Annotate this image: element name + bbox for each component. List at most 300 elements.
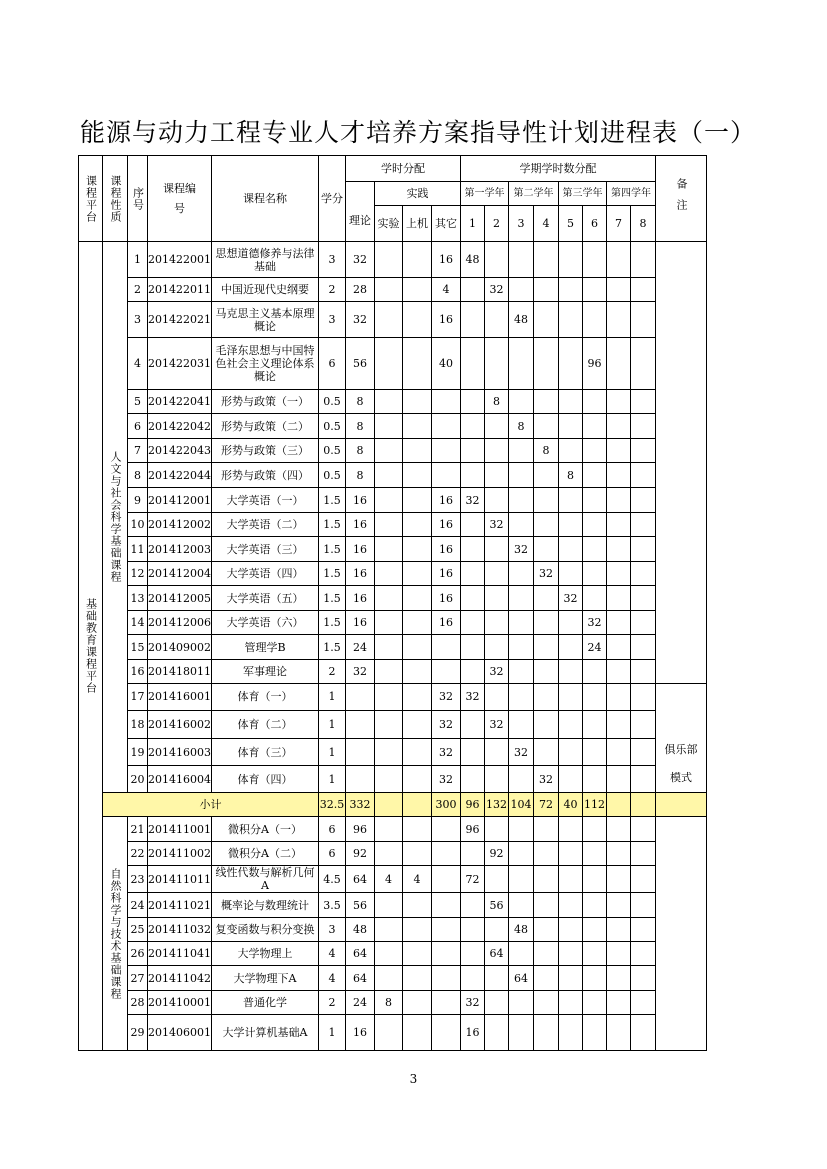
semester-8-cell <box>631 302 656 338</box>
remark-cell <box>656 684 707 793</box>
course-code-cell: 201422043 <box>148 439 212 463</box>
computer-cell <box>403 842 432 866</box>
semester-4-cell <box>534 866 559 893</box>
semester-5-cell: 32 <box>559 586 583 611</box>
semester-8-cell <box>631 866 656 893</box>
header-experiment: 实验 <box>375 206 403 242</box>
semester-6-cell <box>583 739 607 766</box>
semester-1-cell: 32 <box>461 488 485 513</box>
course-name-cell: 形势与政策（二） <box>212 414 319 439</box>
other-cell <box>432 414 461 439</box>
header-name: 课程名称 <box>212 156 319 242</box>
page-number: 3 <box>409 1072 418 1086</box>
seq-cell: 9 <box>128 488 148 513</box>
semester-2-cell <box>485 562 509 586</box>
semester-3-cell <box>509 1015 534 1051</box>
theory-cell <box>346 710 375 738</box>
semester-8-cell <box>631 390 656 414</box>
semester-6-cell <box>583 488 607 513</box>
other-cell <box>432 635 461 660</box>
semester-1-cell <box>461 966 485 991</box>
computer-cell <box>403 710 432 738</box>
semester-5-cell <box>559 817 583 842</box>
semester-6-cell <box>583 766 607 793</box>
semester-5-cell <box>559 842 583 866</box>
table-row <box>79 562 707 586</box>
course-name-cell: 普通化学 <box>212 991 319 1015</box>
course-name-cell: 形势与政策（一） <box>212 390 319 414</box>
seq-cell: 3 <box>128 302 148 338</box>
semester-6-cell <box>583 390 607 414</box>
course-code-cell: 201410001 <box>148 991 212 1015</box>
table-row <box>79 302 707 338</box>
semester-5-cell <box>559 766 583 793</box>
credit-cell: 3.5 <box>319 893 346 918</box>
semester-8-cell <box>631 242 656 278</box>
experiment-cell <box>375 766 403 793</box>
semester-1-cell <box>461 893 485 918</box>
credit-cell: 6 <box>319 817 346 842</box>
semester-5-cell <box>559 942 583 966</box>
seq-cell: 27 <box>128 966 148 991</box>
semester-2-cell: 56 <box>485 893 509 918</box>
semester-7-cell <box>607 918 631 942</box>
semester-5-cell <box>559 866 583 893</box>
computer-cell <box>403 611 432 635</box>
semester-4-cell <box>534 242 559 278</box>
table-row <box>79 586 707 611</box>
header-platform: 课程平台 <box>79 156 103 242</box>
course-name-cell: 大学英语（五） <box>212 586 319 611</box>
computer-cell <box>403 562 432 586</box>
semester-8-cell <box>631 1015 656 1051</box>
subtotal-theory: 332 <box>346 793 375 817</box>
semester-2-cell: 92 <box>485 842 509 866</box>
subtotal-semester-1: 96 <box>461 793 485 817</box>
other-cell <box>432 817 461 842</box>
credit-cell: 1.5 <box>319 513 346 537</box>
semester-7-cell <box>607 439 631 463</box>
semester-2-cell <box>485 439 509 463</box>
semester-1-cell <box>461 739 485 766</box>
theory-cell: 16 <box>346 586 375 611</box>
semester-2-cell <box>485 463 509 488</box>
course-name-cell: 管理学B <box>212 635 319 660</box>
theory-cell: 8 <box>346 463 375 488</box>
course-name-cell: 大学英语（二） <box>212 513 319 537</box>
table-row <box>79 866 707 893</box>
course-name-cell: 复变函数与积分变换 <box>212 918 319 942</box>
seq-cell: 28 <box>128 991 148 1015</box>
semester-3-cell <box>509 710 534 738</box>
other-cell <box>432 942 461 966</box>
credit-cell: 1.5 <box>319 586 346 611</box>
theory-cell: 16 <box>346 562 375 586</box>
header-seq: 序号 <box>128 156 148 242</box>
theory-cell: 24 <box>346 991 375 1015</box>
course-code-cell: 201411001 <box>148 817 212 842</box>
experiment-cell <box>375 463 403 488</box>
semester-6-cell <box>583 586 607 611</box>
semester-3-cell: 64 <box>509 966 534 991</box>
experiment-cell <box>375 562 403 586</box>
header-year3: 第三学年 <box>559 182 607 206</box>
semester-5-cell <box>559 611 583 635</box>
semester-8-cell <box>631 537 656 562</box>
course-name-cell: 微积分A（一） <box>212 817 319 842</box>
experiment-cell <box>375 918 403 942</box>
theory-cell: 8 <box>346 390 375 414</box>
semester-6-cell: 24 <box>583 635 607 660</box>
semester-6-cell <box>583 893 607 918</box>
computer-cell <box>403 893 432 918</box>
theory-cell: 48 <box>346 918 375 942</box>
club-note: 俱乐部模式 <box>664 743 698 784</box>
semester-4-cell: 32 <box>534 562 559 586</box>
header-sem-2: 2 <box>485 206 509 242</box>
semester-2-cell <box>485 817 509 842</box>
table-row <box>79 942 707 966</box>
header-nature: 课程性质 <box>103 156 128 242</box>
semester-5-cell <box>559 338 583 390</box>
semester-3-cell <box>509 660 534 684</box>
semester-1-cell <box>461 390 485 414</box>
credit-cell: 3 <box>319 242 346 278</box>
course-name-cell: 军事理论 <box>212 660 319 684</box>
credit-cell: 1 <box>319 739 346 766</box>
other-cell: 16 <box>432 488 461 513</box>
other-cell <box>432 660 461 684</box>
course-name-cell: 大学英语（六） <box>212 611 319 635</box>
semester-8-cell <box>631 766 656 793</box>
semester-7-cell <box>607 1015 631 1051</box>
experiment-cell <box>375 893 403 918</box>
theory-cell: 64 <box>346 866 375 893</box>
table-row <box>79 635 707 660</box>
semester-4-cell <box>534 966 559 991</box>
semester-2-cell <box>485 338 509 390</box>
course-code-cell: 201411042 <box>148 966 212 991</box>
semester-7-cell <box>607 278 631 302</box>
header-sem-7: 7 <box>607 206 631 242</box>
course-name-cell: 微积分A（二） <box>212 842 319 866</box>
experiment-cell <box>375 942 403 966</box>
semester-6-cell <box>583 842 607 866</box>
experiment-cell <box>375 684 403 711</box>
table-row <box>79 390 707 414</box>
course-code-cell: 201422041 <box>148 390 212 414</box>
semester-4-cell <box>534 684 559 711</box>
theory-cell: 64 <box>346 942 375 966</box>
semester-8-cell <box>631 278 656 302</box>
platform-cell: 基础教育课程平台 <box>79 242 103 1051</box>
experiment-cell <box>375 414 403 439</box>
computer-cell <box>403 513 432 537</box>
semester-8-cell <box>631 710 656 738</box>
computer-cell <box>403 463 432 488</box>
semester-6-cell <box>583 710 607 738</box>
seq-cell: 25 <box>128 918 148 942</box>
semester-5-cell <box>559 439 583 463</box>
semester-5-cell <box>559 1015 583 1051</box>
semester-6-cell: 32 <box>583 611 607 635</box>
table-row <box>79 439 707 463</box>
semester-3-cell: 32 <box>509 537 534 562</box>
semester-1-cell: 16 <box>461 1015 485 1051</box>
seq-cell: 6 <box>128 414 148 439</box>
semester-4-cell <box>534 302 559 338</box>
semester-7-cell <box>607 611 631 635</box>
other-cell: 16 <box>432 513 461 537</box>
semester-2-cell <box>485 414 509 439</box>
course-name-cell: 体育（一） <box>212 684 319 711</box>
theory-cell: 16 <box>346 537 375 562</box>
credit-cell: 2 <box>319 660 346 684</box>
theory-cell: 92 <box>346 842 375 866</box>
computer-cell <box>403 942 432 966</box>
course-code-cell: 201411041 <box>148 942 212 966</box>
semester-2-cell <box>485 866 509 893</box>
semester-2-cell <box>485 739 509 766</box>
semester-1-cell <box>461 586 485 611</box>
semester-5-cell <box>559 739 583 766</box>
header-computer: 上机 <box>403 206 432 242</box>
course-name-cell: 大学英语（四） <box>212 562 319 586</box>
semester-5-cell <box>559 918 583 942</box>
semester-1-cell <box>461 918 485 942</box>
experiment-cell <box>375 439 403 463</box>
semester-1-cell <box>461 537 485 562</box>
semester-7-cell <box>607 242 631 278</box>
computer-cell <box>403 991 432 1015</box>
experiment-cell <box>375 817 403 842</box>
semester-8-cell <box>631 488 656 513</box>
semester-2-cell: 32 <box>485 513 509 537</box>
theory-cell: 56 <box>346 893 375 918</box>
seq-cell: 23 <box>128 866 148 893</box>
credit-cell: 1.5 <box>319 537 346 562</box>
course-name-cell: 形势与政策（三） <box>212 439 319 463</box>
semester-2-cell <box>485 966 509 991</box>
semester-4-cell <box>534 739 559 766</box>
semester-7-cell <box>607 463 631 488</box>
experiment-cell <box>375 611 403 635</box>
course-name-cell: 大学物理上 <box>212 942 319 966</box>
subtotal-remark <box>656 793 707 817</box>
semester-2-cell <box>485 242 509 278</box>
table-row <box>79 710 707 738</box>
semester-4-cell <box>534 278 559 302</box>
page-title: 能源与动力工程专业人才培养方案指导性计划进程表（一） <box>80 118 757 147</box>
seq-cell: 26 <box>128 942 148 966</box>
theory-cell: 16 <box>346 611 375 635</box>
semester-1-cell <box>461 338 485 390</box>
semester-5-cell <box>559 302 583 338</box>
credit-cell: 2 <box>319 278 346 302</box>
semester-2-cell <box>485 991 509 1015</box>
semester-7-cell <box>607 739 631 766</box>
course-code-cell: 201412001 <box>148 488 212 513</box>
semester-8-cell <box>631 842 656 866</box>
semester-7-cell <box>607 635 631 660</box>
semester-3-cell: 32 <box>509 739 534 766</box>
other-cell <box>432 893 461 918</box>
experiment-cell <box>375 966 403 991</box>
header-code: 课程编号 <box>148 156 212 242</box>
credit-cell: 4 <box>319 942 346 966</box>
semester-6-cell <box>583 1015 607 1051</box>
semester-3-cell <box>509 893 534 918</box>
semester-6-cell <box>583 278 607 302</box>
theory-cell: 56 <box>346 338 375 390</box>
semester-5-cell <box>559 278 583 302</box>
semester-7-cell <box>607 660 631 684</box>
course-code-cell: 201406001 <box>148 1015 212 1051</box>
seq-cell: 24 <box>128 893 148 918</box>
semester-3-cell <box>509 991 534 1015</box>
course-name-cell: 形势与政策（四） <box>212 463 319 488</box>
seq-cell: 20 <box>128 766 148 793</box>
seq-cell: 2 <box>128 278 148 302</box>
course-name-cell: 大学计算机基础A <box>212 1015 319 1051</box>
semester-8-cell <box>631 463 656 488</box>
semester-4-cell <box>534 513 559 537</box>
theory-cell: 16 <box>346 513 375 537</box>
course-code-cell: 201416003 <box>148 739 212 766</box>
credit-cell: 2 <box>319 991 346 1015</box>
theory-cell: 24 <box>346 635 375 660</box>
semester-4-cell <box>534 611 559 635</box>
plan-table <box>78 155 707 1051</box>
table-row <box>79 842 707 866</box>
semester-6-cell <box>583 942 607 966</box>
course-code-cell: 201416004 <box>148 766 212 793</box>
header-theory: 理论 <box>346 182 375 242</box>
other-cell: 16 <box>432 537 461 562</box>
seq-cell: 29 <box>128 1015 148 1051</box>
other-cell: 16 <box>432 302 461 338</box>
experiment-cell <box>375 302 403 338</box>
semester-6-cell <box>583 439 607 463</box>
semester-6-cell <box>583 242 607 278</box>
semester-5-cell <box>559 893 583 918</box>
semester-1-cell: 32 <box>461 684 485 711</box>
course-code-cell: 201412006 <box>148 611 212 635</box>
table-row <box>79 513 707 537</box>
experiment-cell <box>375 635 403 660</box>
semester-2-cell <box>485 488 509 513</box>
computer-cell <box>403 966 432 991</box>
semester-3-cell: 48 <box>509 302 534 338</box>
semester-2-cell: 8 <box>485 390 509 414</box>
credit-cell: 0.5 <box>319 439 346 463</box>
seq-cell: 13 <box>128 586 148 611</box>
table-row <box>79 278 707 302</box>
semester-3-cell <box>509 242 534 278</box>
semester-8-cell <box>631 817 656 842</box>
semester-4-cell <box>534 390 559 414</box>
credit-cell: 1 <box>319 766 346 793</box>
semester-6-cell <box>583 918 607 942</box>
credit-cell: 1.5 <box>319 611 346 635</box>
experiment-cell <box>375 338 403 390</box>
table-row <box>79 966 707 991</box>
course-code-cell: 201412004 <box>148 562 212 586</box>
semester-5-cell <box>559 635 583 660</box>
experiment-cell <box>375 586 403 611</box>
semester-6-cell <box>583 817 607 842</box>
semester-8-cell <box>631 635 656 660</box>
table-row <box>79 684 707 711</box>
semester-3-cell <box>509 439 534 463</box>
credit-cell: 1 <box>319 1015 346 1051</box>
semester-8-cell <box>631 660 656 684</box>
credit-cell: 3 <box>319 302 346 338</box>
semester-7-cell <box>607 513 631 537</box>
other-cell <box>432 463 461 488</box>
experiment-cell <box>375 710 403 738</box>
semester-6-cell <box>583 302 607 338</box>
course-name-cell: 中国近现代史纲要 <box>212 278 319 302</box>
semester-7-cell <box>607 586 631 611</box>
semester-2-cell <box>485 611 509 635</box>
course-code-cell: 201412003 <box>148 537 212 562</box>
table-row <box>79 1015 707 1051</box>
experiment-cell <box>375 660 403 684</box>
course-name-cell: 马克思主义基本原理概论 <box>212 302 319 338</box>
theory-cell <box>346 739 375 766</box>
semester-3-cell <box>509 513 534 537</box>
theory-cell <box>346 766 375 793</box>
semester-1-cell <box>461 660 485 684</box>
semester-2-cell <box>485 684 509 711</box>
computer-cell: 4 <box>403 866 432 893</box>
semester-8-cell <box>631 942 656 966</box>
semester-6-cell <box>583 866 607 893</box>
subtotal-computer <box>403 793 432 817</box>
other-cell: 32 <box>432 710 461 738</box>
semester-8-cell <box>631 918 656 942</box>
semester-1-cell <box>461 414 485 439</box>
semester-1-cell: 32 <box>461 991 485 1015</box>
semester-6-cell <box>583 414 607 439</box>
semester-5-cell <box>559 488 583 513</box>
header-sem-1: 1 <box>461 206 485 242</box>
header-hours-alloc: 学时分配 <box>346 156 461 182</box>
computer-cell <box>403 537 432 562</box>
computer-cell <box>403 817 432 842</box>
semester-1-cell <box>461 302 485 338</box>
semester-3-cell <box>509 278 534 302</box>
header-sem-6: 6 <box>583 206 607 242</box>
seq-cell: 11 <box>128 537 148 562</box>
table-row <box>79 488 707 513</box>
course-code-cell: 201422042 <box>148 414 212 439</box>
course-code-cell: 201416002 <box>148 710 212 738</box>
semester-3-cell <box>509 586 534 611</box>
semester-1-cell <box>461 439 485 463</box>
semester-3-cell <box>509 817 534 842</box>
experiment-cell <box>375 842 403 866</box>
other-cell <box>432 1015 461 1051</box>
computer-cell <box>403 684 432 711</box>
computer-cell <box>403 660 432 684</box>
other-cell <box>432 866 461 893</box>
course-code-cell: 201412005 <box>148 586 212 611</box>
other-cell: 16 <box>432 242 461 278</box>
header-sem-8: 8 <box>631 206 656 242</box>
semester-5-cell <box>559 991 583 1015</box>
